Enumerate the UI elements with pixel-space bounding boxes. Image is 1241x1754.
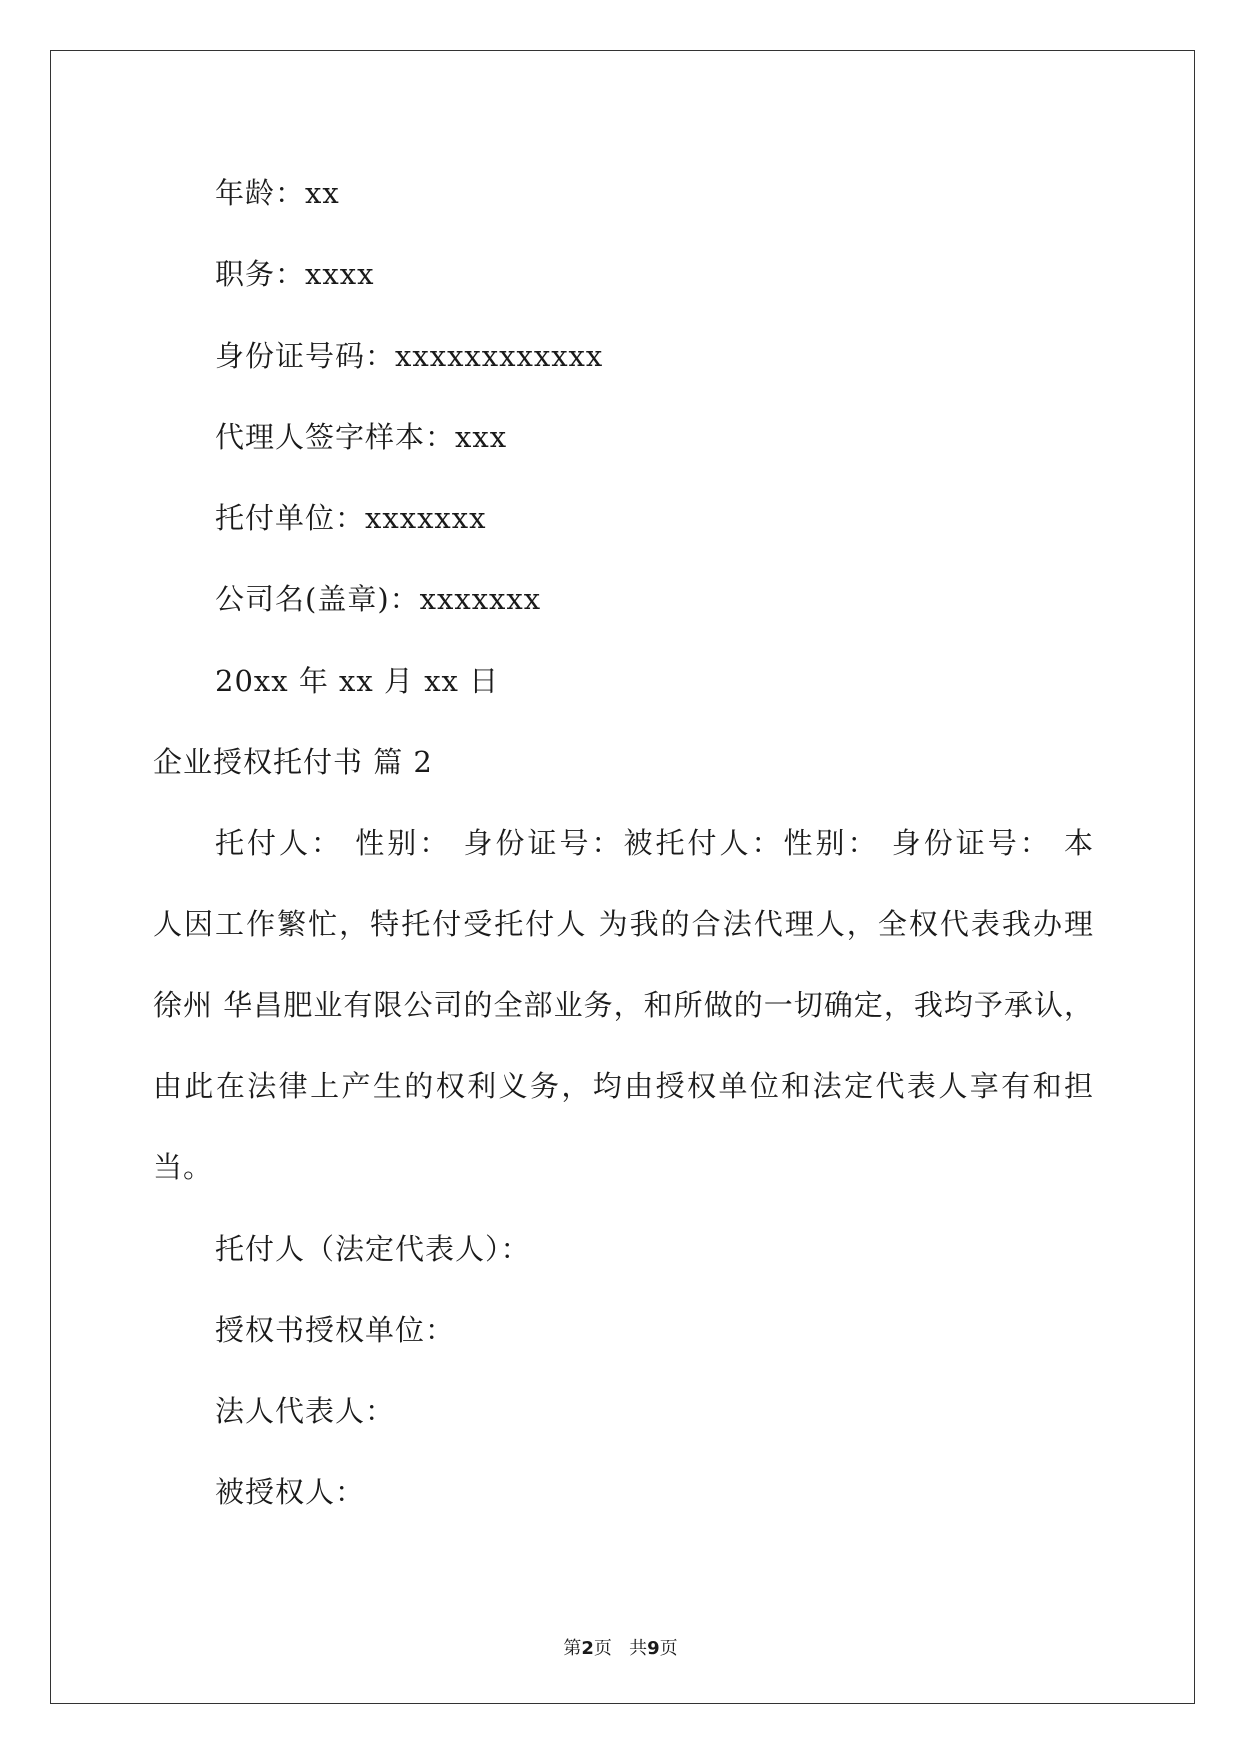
total-prefix: 共 <box>629 1638 648 1659</box>
page-suffix: 页 <box>593 1638 612 1659</box>
page-number: 2 <box>581 1638 594 1659</box>
paragraph-line: 由此在法律上产生的权利义务，均由授权单位和法定代表人享有和担 <box>153 1069 1093 1103</box>
signature-principal: 托付人（法定代表人）： <box>215 1232 531 1266</box>
paragraph-line: 徐州 华昌肥业有限公司的全部业务，和所做的一切确定，我均予承认， <box>153 988 1093 1022</box>
field-age: 年龄：xx <box>215 176 340 210</box>
field-entrusting-unit: 托付单位：xxxxxxx <box>215 501 487 535</box>
paragraph-line: 人因工作繁忙，特托付受托付人 为我的合法代理人，全权代表我办理 <box>153 907 1093 941</box>
signature-authorizing-unit: 授权书授权单位： <box>215 1313 456 1347</box>
paragraph-line: 托付人： 性别： 身份证号：被托付人：性别： 身份证号： 本 <box>215 826 1093 860</box>
page-footer <box>0 1634 1241 1660</box>
field-company-seal: 公司名(盖章)：xxxxxxx <box>215 582 542 616</box>
total-suffix: 页 <box>659 1638 678 1659</box>
signature-legal-rep: 法人代表人： <box>215 1394 396 1428</box>
field-date: 20xx 年 xx 月 xx 日 <box>215 664 500 698</box>
paragraph-line: 当。 <box>153 1150 214 1184</box>
page-border <box>50 50 1195 1704</box>
signature-authorized-person: 被授权人： <box>215 1475 366 1509</box>
page-prefix: 第 <box>563 1638 582 1659</box>
field-id-number: 身份证号码：xxxxxxxxxxxx <box>215 339 604 373</box>
total-pages: 9 <box>647 1638 660 1659</box>
field-agent-signature: 代理人签字样本：xxx <box>215 420 508 454</box>
section-heading: 企业授权托付书 篇 2 <box>153 745 433 779</box>
field-position: 职务：xxxx <box>215 257 375 291</box>
